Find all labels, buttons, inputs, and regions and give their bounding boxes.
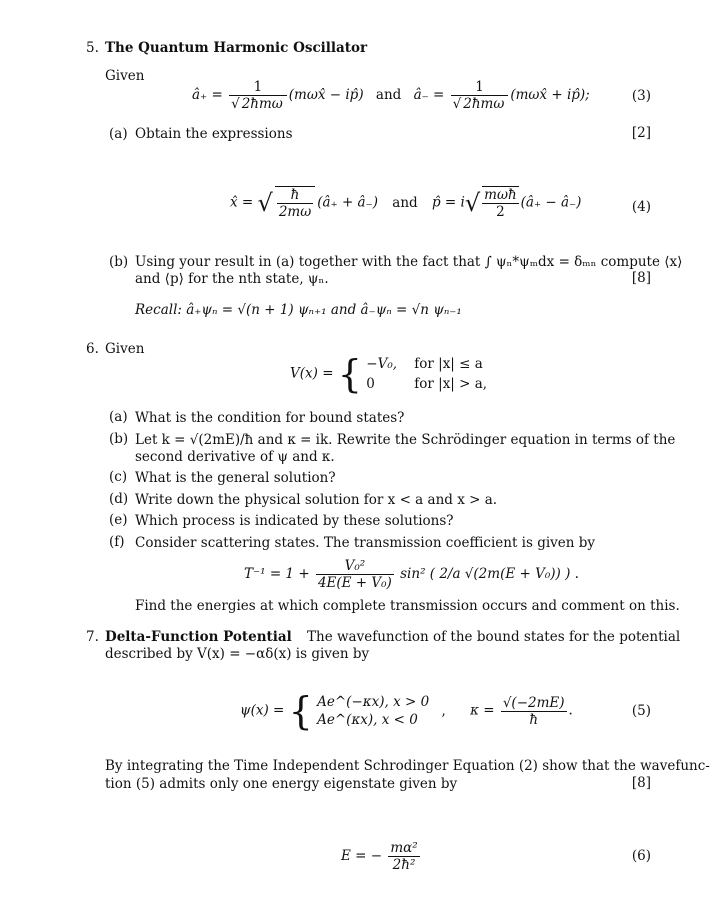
case1-value: −V₀, <box>366 356 398 372</box>
psi-lhs: ψ(x) = <box>240 702 285 719</box>
problem-5b-marks: [8] <box>631 270 651 286</box>
transmission-equation <box>244 558 579 591</box>
problem-7-title: Delta-Function Potential <box>105 629 292 645</box>
kappa-den: ħ <box>529 711 539 728</box>
problem-7-marks: [8] <box>631 775 651 791</box>
T-lhs: T⁻¹ = 1 + <box>244 566 310 582</box>
eq3-left: â₊ = <box>192 87 223 103</box>
eq4-rhs2: (â₊ − â₋) <box>520 194 582 211</box>
equation-4: x̂ = √ $\frac{ħ}{2m\omega}$ (â₊ + â₋) and p̂ = i√ $\frac{\text{mωħ}}{2}$ (â₊ − â₋) <box>230 187 582 220</box>
eq4-p: p̂ = i <box>431 194 465 211</box>
eq4-rhs1: (â₊ + â₋) <box>317 194 378 211</box>
case2-condition: for |x| > a, <box>414 376 488 392</box>
problem-6e-label: (e) <box>109 512 128 528</box>
problem-6c-label: (c) <box>109 469 128 485</box>
eq3-mid: â₋ = <box>413 87 445 103</box>
eq4-frac1-num: ħ <box>277 187 313 204</box>
case2-value: 0 <box>366 376 375 392</box>
T-rhs: sin² ( 2/a √(2m(E + V₀)) ) . <box>400 566 579 582</box>
T-frac-num: V₀² <box>316 558 394 575</box>
problem-6c-text: What is the general solution? <box>135 470 336 486</box>
psi-case-1: Ae^(−κx), x > 0 <box>317 694 430 710</box>
E-den: 2ħ² <box>392 857 416 873</box>
problem-6f-label: (f) <box>109 534 125 550</box>
eq3-number: (3) <box>631 88 651 104</box>
problem-6b-text: Let k = √(2mE)/ħ and κ = ik. Rewrite the Schrödinger equation in terms of the <box>135 432 676 448</box>
problem-5a-marks: [2] <box>631 125 651 141</box>
eq3-frac2-num: 1 <box>451 79 509 96</box>
problem-5a-label: (a) <box>109 126 128 142</box>
problem-6-number: 6. <box>86 341 99 357</box>
equation-5: ψ(x) = { Ae^(−κx), x > 0 Ae^(κx), x < 0 , κ = $\frac{√(-2mE)}{ħ}$ . <box>240 689 573 733</box>
problem-6d-label: (d) <box>109 491 129 507</box>
eq4-x: x̂ = <box>230 194 254 211</box>
equation-6 <box>341 840 422 873</box>
problem-6e-text: Which process is indicated by these solutions? <box>135 513 454 529</box>
potential-definition: V(x) = { −V₀, for |x| ≤ a 0 for |x| > a, <box>290 352 488 396</box>
T-frac-den: 4E(E + V₀) <box>317 575 392 591</box>
eq3-rhs1: (mωx̂ − ip̂) <box>288 87 364 103</box>
eq4-fraction-1 <box>275 186 315 220</box>
problem-5b-text-line2: and ⟨p⟩ for the nth state, ψₙ. <box>135 271 329 287</box>
eq4-number: (4) <box>631 199 651 215</box>
problem-5a-text: Obtain the expressions <box>135 126 293 142</box>
problem-7-number: 7. <box>86 629 99 645</box>
problem-6f-text: Consider scattering states. The transmission coefficient is given by <box>135 535 596 551</box>
kappa-num: √(−2mE) <box>502 694 565 711</box>
problem-5b-text-line1: Using your result in (a) together with the fact that ∫ ψₙ*ψₘdx = δₘₙ compute ⟨x⟩ <box>135 254 683 270</box>
problem-5-title: The Quantum Harmonic Oscillator <box>105 40 368 56</box>
equation-3 <box>192 79 590 112</box>
problem-6a-label: (a) <box>109 409 128 425</box>
problem-6b-text-line2: second derivative of ψ and κ. <box>135 449 335 465</box>
eq4-frac2-den: 2 <box>496 204 505 220</box>
eq3-rhs2: (mωx̂ + ip̂); <box>510 87 590 103</box>
problem-6d-text: Write down the physical solution for x < a and x > a. <box>135 492 498 508</box>
T-fraction <box>316 558 394 591</box>
eq3-and: and <box>375 87 402 103</box>
kappa-fraction <box>501 695 567 728</box>
problem-7-intro-line2: described by V(x) = −αδ(x) is given by <box>105 646 370 662</box>
potential-cases <box>366 354 487 394</box>
problem-5-recall: Recall: â₊ψₙ = √(n + 1) ψₙ₊₁ and â₋ψₙ = √n ψₙ₋₁ <box>135 302 462 318</box>
problem-5-given: Given <box>105 68 145 84</box>
kappa-lhs: κ = <box>470 702 495 719</box>
eq3-frac2-den: 2ħmω <box>463 96 505 112</box>
problem-6-find-text: Find the energies at which complete transmission occurs and comment on this. <box>135 598 680 614</box>
problem-6b-label: (b) <box>109 431 129 447</box>
eq4-and: and <box>392 194 418 211</box>
problem-7-intro-line1: The wavefunction of the bound states for the potential <box>307 629 681 645</box>
V-lhs: V(x) = <box>290 365 334 382</box>
E-fraction <box>388 840 419 873</box>
eq4-frac1-den: 2mω <box>278 204 312 220</box>
eq3-frac1-num: 1 <box>229 79 287 96</box>
eq3-frac1-den: 2ħmω <box>241 96 283 112</box>
case1-condition: for |x| ≤ a <box>414 356 483 372</box>
eq3-fraction-2: $\frac{1}{\text{√ 2ħmω}}$ <box>451 79 509 112</box>
problem-5-number: 5. <box>86 40 99 56</box>
problem-7-paragraph-line2: tion (5) admits only one energy eigenstate given by <box>105 776 458 792</box>
psi-cases <box>317 693 429 729</box>
problem-6a-text: What is the condition for bound states? <box>135 410 405 426</box>
problem-6-given: Given <box>105 341 145 357</box>
eq5-number: (5) <box>631 703 651 719</box>
eq3-fraction-1: $\frac{1}{\text{√ 2ħmω}}$ <box>229 79 287 112</box>
problem-5b-label: (b) <box>109 254 129 270</box>
eq6-number: (6) <box>631 848 651 864</box>
E-lhs: E = − <box>341 848 383 864</box>
eq4-fraction-2 <box>482 186 519 220</box>
psi-case-2: Ae^(κx), x < 0 <box>317 712 418 728</box>
problem-7-paragraph-line1: By integrating the Time Independent Schrodinger Equation (2) show that the wavefunc- <box>105 758 710 774</box>
E-num: mα² <box>390 840 418 856</box>
eq4-frac2-num: mωħ <box>484 187 517 203</box>
